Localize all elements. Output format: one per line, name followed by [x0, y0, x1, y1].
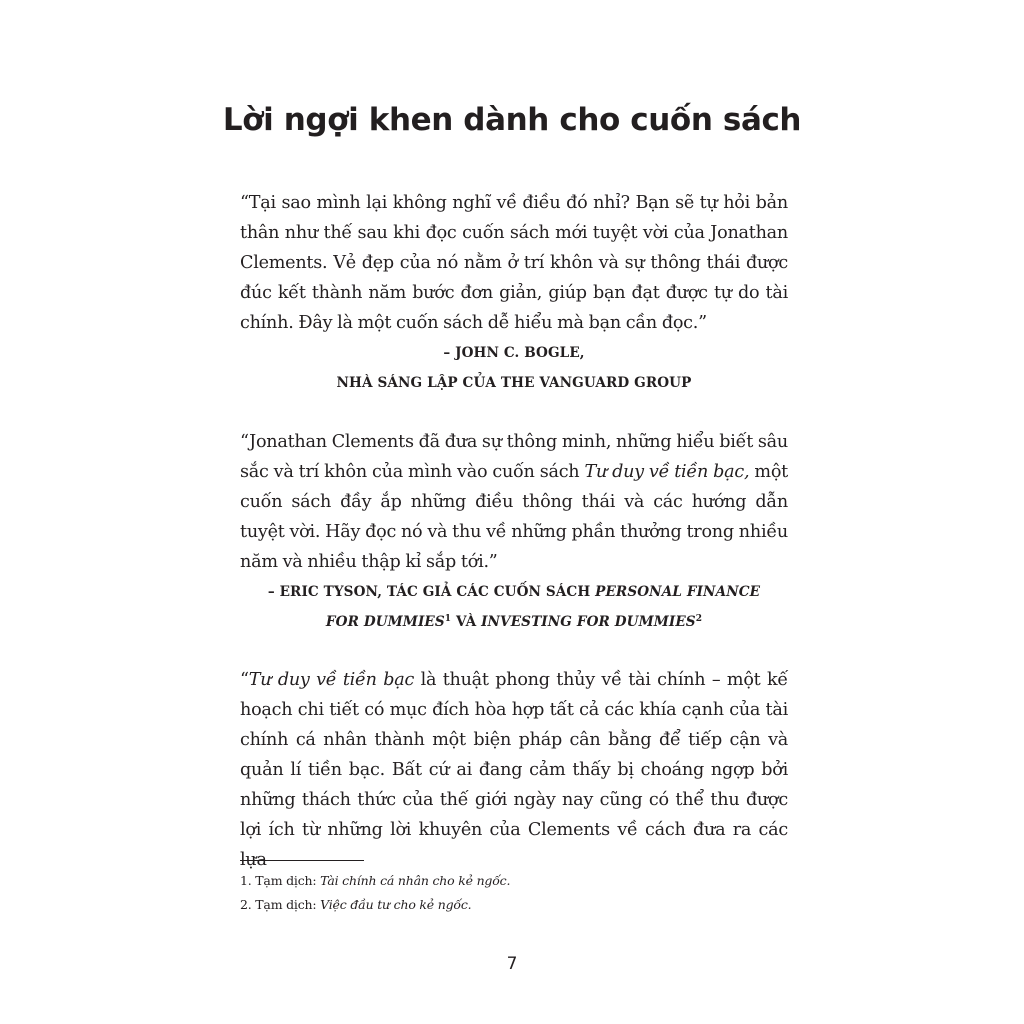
- footnote-1: [240, 869, 788, 893]
- quote-tyson-text-before: “Jonathan Clements đã đưa sự thông minh, những hiểu biết sâu sắc và trí khôn của mình vào cuốn sách: [240, 432, 788, 482]
- footnote-2: [240, 893, 788, 917]
- attribution-tyson-prefix: – ERIC TYSON, TÁC GIẢ CÁC CUỐN SÁCH: [267, 584, 596, 600]
- quote-tyson-text-after: một cuốn sách đầy ắp những điều thông thái và các hướng dẫn tuyệt vời. Hãy đọc nó và thu về những phần thưởng trong nhiều năm và nhiều thập kỉ sắp tới.”: [240, 462, 788, 572]
- page-number: 7: [506, 954, 518, 974]
- attribution-bogle-name: – JOHN C. BOGLE,: [443, 345, 585, 361]
- quote-bogle: “Tại sao mình lại không nghĩ về điều đó nhỉ? Bạn sẽ tự hỏi bản thân như thế sau khi đọc cuốn sách mới tuyệt vời của Jonathan Clements. Vẻ đẹp của nó nằm ở trí khôn và sự thông thái được đúc kết thành năm bước đơn giản, giúp bạn đạt được tự do tài chính. Đây là một cuốn sách dễ hiểu mà bạn cần đọc.”: [240, 193, 788, 333]
- page-title: Lời ngợi khen dành cho cuốn sách: [222, 102, 802, 138]
- footnote-divider: [240, 860, 364, 861]
- attribution-bogle: [240, 338, 788, 398]
- footnote-ref-1: 1: [444, 614, 452, 624]
- attribution-tyson-book1-part2: FOR DUMMIES: [325, 614, 445, 630]
- attribution-tyson-line1: [240, 577, 788, 607]
- footnote-1-prefix: 1. Tạm dịch:: [240, 873, 321, 888]
- footnote-2-text: Việc đầu tư cho kẻ ngốc.: [320, 897, 472, 912]
- attribution-tyson: [240, 577, 788, 637]
- footnote-2-prefix: 2. Tạm dịch:: [240, 897, 321, 912]
- footnote-1-text: Tài chính cá nhân cho kẻ ngốc.: [320, 873, 511, 888]
- attribution-tyson-and: VÀ: [451, 614, 482, 630]
- attribution-tyson-book1-part1: PERSONAL FINANCE: [595, 584, 761, 600]
- quote-third: [240, 665, 788, 875]
- quote-third-open: “: [240, 670, 249, 690]
- quote-third-book-title: Tư duy về tiền bạc: [248, 670, 415, 690]
- attribution-tyson-line2: [240, 607, 788, 637]
- footnotes: [240, 869, 788, 917]
- quote-tyson: [240, 427, 788, 577]
- attribution-tyson-book2: INVESTING FOR DUMMIES: [481, 614, 696, 630]
- quote-tyson-book-title: Tư duy về tiền bạc,: [584, 462, 750, 482]
- quote-third-text-after: là thuật phong thủy về tài chính – một kế hoạch chi tiết có mục đích hòa hợp tất cả các khía cạnh của tài chính cá nhân thành một biện pháp cân bằng để tiếp cận và quản lí tiền bạc. Bất cứ ai đang cảm thấy bị choáng ngợp bởi những thách thức của thế giới ngày nay cũng có thể thu được lợi ích từ những lời khuyên của Clements về cách đưa ra các lựa: [240, 670, 788, 870]
- footnote-ref-2: 2: [695, 614, 703, 624]
- attribution-bogle-role: NHÀ SÁNG LẬP CỦA THE VANGUARD GROUP: [336, 375, 692, 391]
- praise-section: [240, 188, 788, 875]
